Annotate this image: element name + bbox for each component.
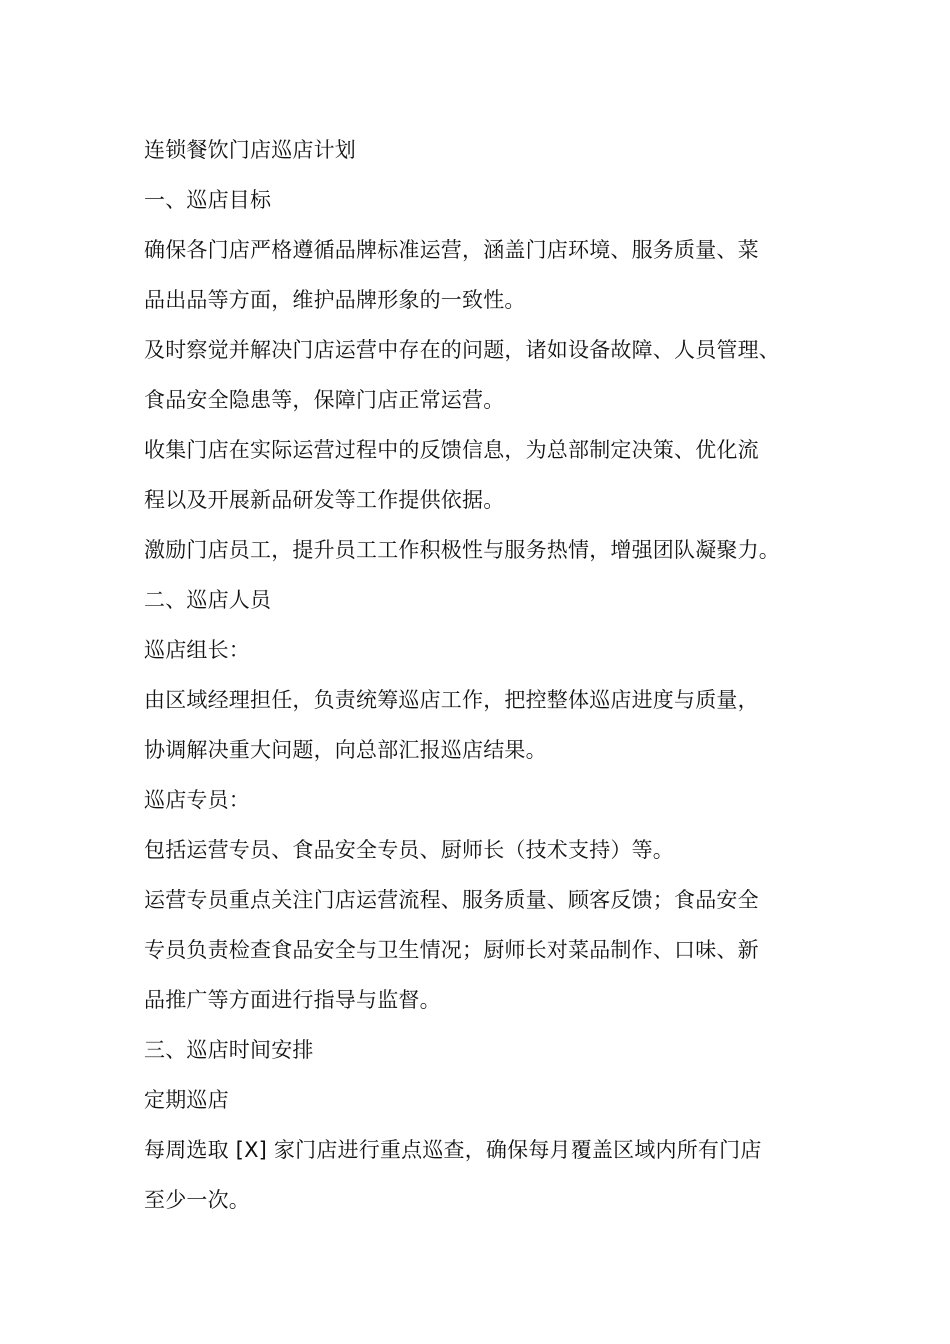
paragraph-line: 包括运营专员、食品安全专员、厨师长（技术支持）等。 (144, 838, 674, 862)
paragraph-line: 确保各门店严格遵循品牌标准运营，涵盖门店环境、服务质量、菜 (144, 238, 759, 262)
section-heading-goals: 一、巡店目标 (144, 188, 272, 212)
paragraph-line: 程以及开展新品研发等工作提供依据。 (144, 488, 505, 512)
paragraph-line: 食品安全隐患等，保障门店正常运营。 (144, 388, 505, 412)
paragraph-line: 每周选取 [X] 家门店进行重点巡查，确保每月覆盖区域内所有门店 (144, 1138, 762, 1162)
paragraph-line: 收集门店在实际运营过程中的反馈信息，为总部制定决策、优化流 (144, 438, 759, 462)
paragraph-line: 及时察觉并解决门店运营中存在的问题，诸如设备故障、人员管理、 (144, 338, 780, 362)
paragraph-line: 激励门店员工，提升员工工作积极性与服务热情，增强团队凝聚力。 (144, 538, 780, 562)
document-body (144, 125, 834, 1225)
paragraph-line: 至少一次。 (144, 1188, 250, 1212)
section-heading-staff: 二、巡店人员 (144, 588, 272, 612)
leader-label: 巡店组长： (144, 638, 250, 662)
paragraph-line: 协调解决重大问题，向总部汇报巡店结果。 (144, 738, 547, 762)
paragraph-line: 由区域经理担任，负责统筹巡店工作，把控整体巡店进度与质量， (144, 688, 759, 712)
paragraph-line: 品出品等方面，维护品牌形象的一致性。 (144, 288, 526, 312)
paragraph-line: 专员负责检查食品安全与卫生情况；厨师长对菜品制作、口味、新 (144, 938, 759, 962)
regular-patrol-label: 定期巡店 (144, 1088, 229, 1112)
document-title: 连锁餐饮门店巡店计划 (144, 138, 356, 162)
paragraph-line: 品推广等方面进行指导与监督。 (144, 988, 441, 1012)
section-heading-schedule: 三、巡店时间安排 (144, 1038, 314, 1062)
paragraph-line: 运营专员重点关注门店运营流程、服务质量、顾客反馈；食品安全 (144, 888, 759, 912)
specialist-label: 巡店专员： (144, 788, 250, 812)
